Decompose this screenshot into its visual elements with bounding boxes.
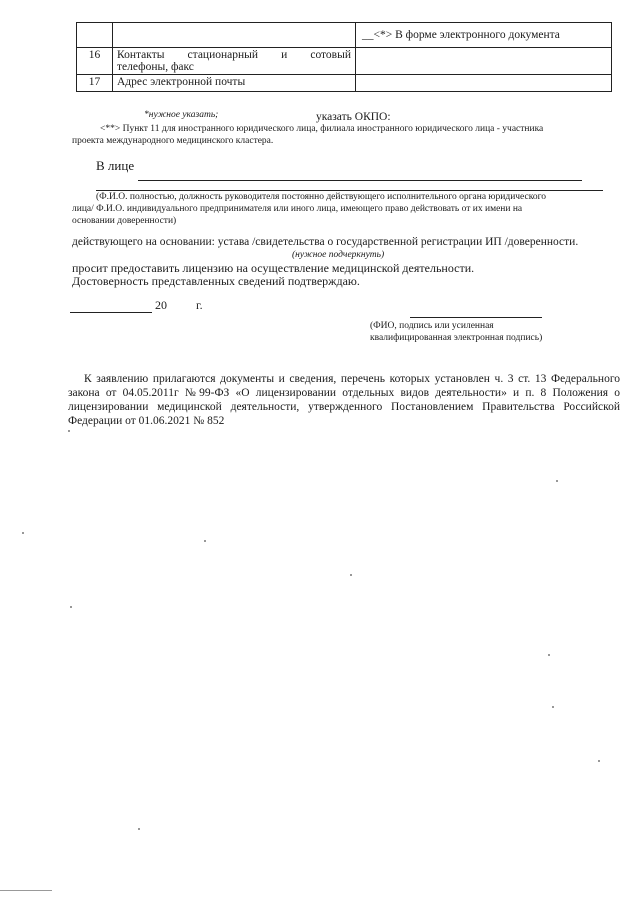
scan-speck <box>556 480 558 482</box>
representative-caption-line-2: лица/ Ф.И.О. индивидуального предпринимателя или иного лица, имеющего право действовать от их имени на <box>72 204 523 214</box>
acting-basis: действующего на основании: устава /свидетельства о государственной регистрации ИП /доверенности. <box>72 236 579 248</box>
table-row <box>77 75 612 92</box>
representative-name-line <box>138 180 582 181</box>
representative-position-line <box>96 190 603 191</box>
scan-speck <box>138 828 140 830</box>
table-cell <box>113 23 356 48</box>
footnote-line-1: <**> Пункт 11 для иностранного юридического лица, филиала иностранного юридического лица - участника <box>100 124 544 134</box>
row-label: Контакты стационарный и сотовый телефоны, факс <box>113 48 356 75</box>
signature-line <box>410 317 542 318</box>
signature-caption-line-2: квалифицированная электронная подпись) <box>370 333 543 343</box>
row-number: 17 <box>77 75 113 92</box>
okpo-note: указать ОКПО: <box>316 111 391 123</box>
table-row <box>77 48 612 75</box>
confirmation-statement: Достоверность представленных сведений подтверждаю. <box>72 274 360 288</box>
representative-caption-line-1: (Ф.И.О. полностью, должность руководителя постоянно действующего исполнительного органа юридического <box>96 192 547 202</box>
scan-speck <box>350 574 352 576</box>
needed-indicate-note: *нужное указать; <box>144 110 219 120</box>
year-prefix: 20 <box>155 298 167 312</box>
footnote-line-2: проекта международного медицинского кластера. <box>72 136 274 146</box>
scan-speck <box>70 606 72 608</box>
license-request: просит предоставить лицензию на осуществление медицинской деятельности. <box>72 261 475 275</box>
attachments-paragraph: К заявлению прилагаются документы и сведения, перечень которых установлен ч. 3 ст. 13 Федерального закона от 04.05.2011г №99-ФЗ «О лицензировании отдельных видов деятельности» и п. 8 Положения о лицензировании медицинской деятельности, утвержденного Постановлением Правительства Российской Федерации от 01.06.2021 № 852 <box>68 373 620 427</box>
underline-note: (нужное подчеркнуть) <box>292 250 385 260</box>
representative-caption-line-3: основании доверенности) <box>72 216 177 226</box>
scan-speck <box>22 532 24 534</box>
scan-speck <box>68 430 70 432</box>
row-value <box>356 75 612 92</box>
row-number: 16 <box>77 48 113 75</box>
electronic-document-note: __<*> В форме электронного документа <box>356 23 612 48</box>
form-table <box>76 22 612 92</box>
table-cell <box>77 23 113 48</box>
row-value <box>356 48 612 75</box>
scan-edge-mark <box>0 890 52 891</box>
date-line <box>70 312 152 313</box>
row-label: Адрес электронной почты <box>113 75 356 92</box>
scan-speck <box>548 654 550 656</box>
scan-speck <box>552 706 554 708</box>
in-person-label: В лице <box>96 158 135 173</box>
table-row <box>77 23 612 48</box>
year-suffix: г. <box>196 298 203 312</box>
scan-speck <box>204 540 206 542</box>
scan-speck <box>598 760 600 762</box>
signature-caption-line-1: (ФИО, подпись или усиленная <box>370 321 494 331</box>
